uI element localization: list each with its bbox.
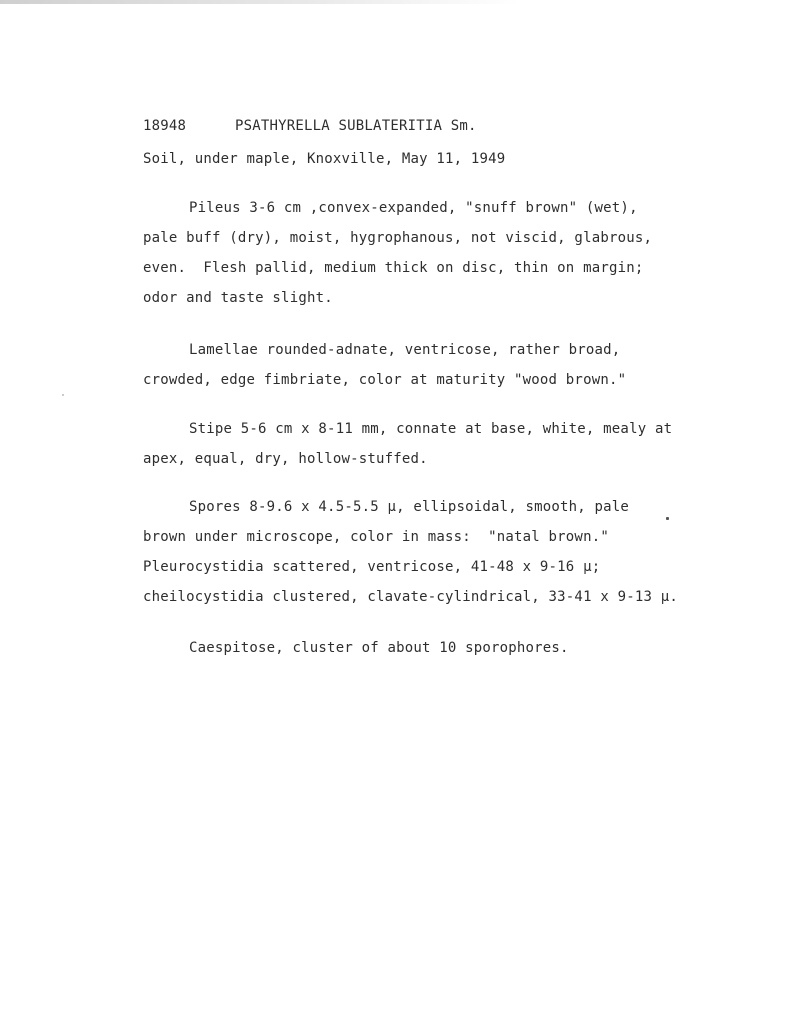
header-line: [143, 118, 477, 134]
pileus-line: odor and taste slight.: [143, 290, 333, 306]
pileus-line: Pileus 3-6 cm ,convex-expanded, "snuff brown" (wet),: [189, 200, 638, 216]
spores-line: Pleurocystidia scattered, ventricose, 41-48 x 9-16 µ;: [143, 559, 601, 575]
ink-speck: [666, 517, 669, 520]
scan-edge-shadow: [0, 0, 520, 4]
spores-line: brown under microscope, color in mass: "natal brown.": [143, 529, 609, 545]
spores-paragraph: [143, 492, 743, 612]
stipe-paragraph: [143, 414, 743, 474]
habit-line: Caespitose, cluster of about 10 sporophores.: [189, 640, 569, 656]
spores-line: Spores 8-9.6 x 4.5-5.5 µ, ellipsoidal, smooth, pale: [189, 499, 630, 515]
pileus-paragraph: [143, 193, 743, 313]
habit-paragraph: [143, 633, 743, 663]
pileus-line: pale buff (dry), moist, hygrophanous, not viscid, glabrous,: [143, 230, 653, 246]
lamellae-paragraph: [143, 335, 743, 395]
stipe-line: apex, equal, dry, hollow-stuffed.: [143, 451, 428, 467]
specimen-number: 18948: [143, 118, 187, 134]
lamellae-line: Lamellae rounded-adnate, ventricose, rather broad,: [189, 342, 621, 358]
lamellae-line: crowded, edge fimbriate, color at maturity "wood brown.": [143, 372, 627, 388]
scan-dust-speck: [62, 394, 64, 396]
spores-line: cheilocystidia clustered, clavate-cylindrical, 33-41 x 9-13 µ.: [143, 589, 678, 605]
pileus-line: even. Flesh pallid, medium thick on disc, thin on margin;: [143, 260, 644, 276]
stipe-line: Stipe 5-6 cm x 8-11 mm, connate at base, white, mealy at: [189, 421, 673, 437]
locality-line: Soil, under maple, Knoxville, May 11, 1949: [143, 151, 506, 167]
species-name: PSATHYRELLA SUBLATERITIA Sm.: [235, 118, 477, 134]
